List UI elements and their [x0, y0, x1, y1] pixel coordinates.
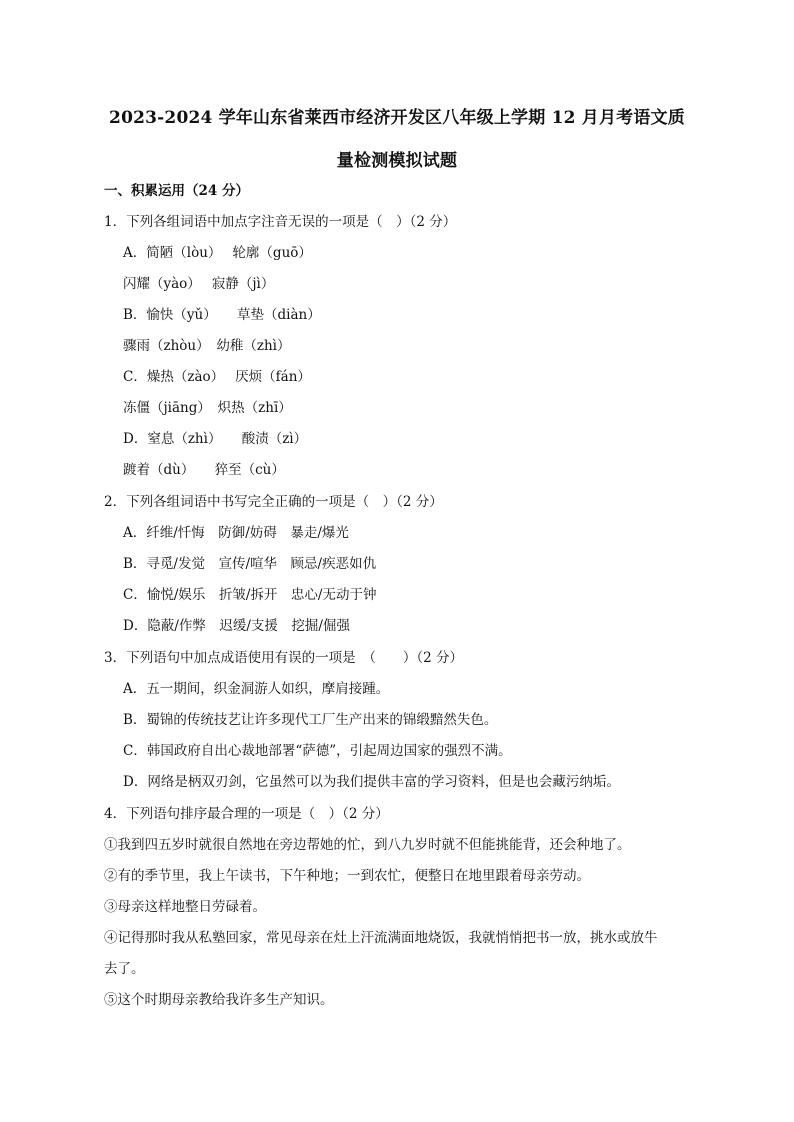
- question-4-stem: 4．下列语句排序最合理的一项是（ ）（2 分）: [104, 806, 389, 822]
- question-4-sentence-3: ③母亲这样地整日劳碌着。: [104, 899, 266, 915]
- question-4-sentence-2: ②有的季节里，我上午读书，下午种地；一到农忙，便整日在地里跟着母亲劳动。: [104, 868, 590, 884]
- section-heading: 一、积累运用（24 分）: [104, 183, 249, 199]
- question-2-option-a: A．纤维/忏悔 防御/妨碍 暴走/爆光: [123, 525, 349, 541]
- question-1-option-b-line-2: 骤雨（zhòu） 幼稚（zhì）: [123, 338, 291, 354]
- question-3-option-d: D．网络是柄双刃剑，它虽然可以为我们提供丰富的学习资料，但是也会藏污纳垢。: [123, 774, 620, 790]
- question-2-option-d: D．隐蔽/作弊 迟缓/支援 挖掘/倔强: [123, 618, 350, 634]
- document-title-line-2: 量检测模拟试题: [336, 151, 458, 171]
- question-1-option-a-line-1: A．简陋（lòu） 轮廓（guō）: [123, 245, 312, 261]
- question-4-sentence-5: ⑤这个时期母亲教给我许多生产知识。: [104, 992, 334, 1008]
- question-1-option-a-line-2: 闪耀（yào） 寂静（jì）: [123, 276, 275, 292]
- question-4-sentence-1: ①我到四五岁时就很自然地在旁边帮她的忙，到八九岁时就不但能挑能背，还会种地了。: [104, 837, 631, 853]
- question-2-option-b: B．寻觅/发觉 宣传/喧华 顾忌/疾恶如仇: [123, 556, 377, 572]
- question-3-option-b: B．蜀锦的传统技艺让许多现代工厂生产出来的锦缎黯然失色。: [123, 712, 498, 728]
- question-2-option-c: C．愉悦/娱乐 折皱/拆开 忠心/无动于钟: [123, 587, 377, 603]
- document-title-line-1: 2023-2024 学年山东省莱西市经济开发区八年级上学期 12 月月考语文质: [109, 108, 685, 128]
- question-1-option-d-line-1: D．窒息（zhì） 酸渍（zì）: [123, 431, 308, 447]
- question-4-sentence-4-line-1: ④记得那时我从私塾回家，常见母亲在灶上汗流满面地烧饭，我就悄悄把书一放，挑水或放牛: [104, 930, 658, 946]
- question-1-option-c-line-2: 冻僵（jiāng） 炽热（zhī）: [123, 400, 292, 416]
- question-3-option-c: C．韩国政府自出心裁地部署“萨德”，引起周边国家的强烈不满。: [123, 743, 512, 759]
- question-3-stem: 3．下列语句中加点成语使用有误的一项是 （ ）（2 分）: [104, 650, 463, 666]
- question-1-option-b-line-1: B．愉快（yǔ） 草垫（diàn）: [123, 307, 321, 323]
- question-1-option-c-line-1: C．燥热（zào） 厌烦（fán）: [123, 369, 311, 385]
- question-1-stem: 1．下列各组词语中加点字注音无误的一项是（ ）（2 分）: [104, 214, 457, 230]
- question-1-option-d-line-2: 踱着（dù） 猝至（cù）: [123, 462, 285, 478]
- question-2-stem: 2．下列各组词语中书写完全正确的一项是（ ）（2 分）: [104, 494, 443, 510]
- question-3-option-a: A．五一期间，织金洞游人如织，摩肩接踵。: [123, 681, 390, 697]
- question-4-sentence-4-line-2: 去了。: [104, 961, 145, 977]
